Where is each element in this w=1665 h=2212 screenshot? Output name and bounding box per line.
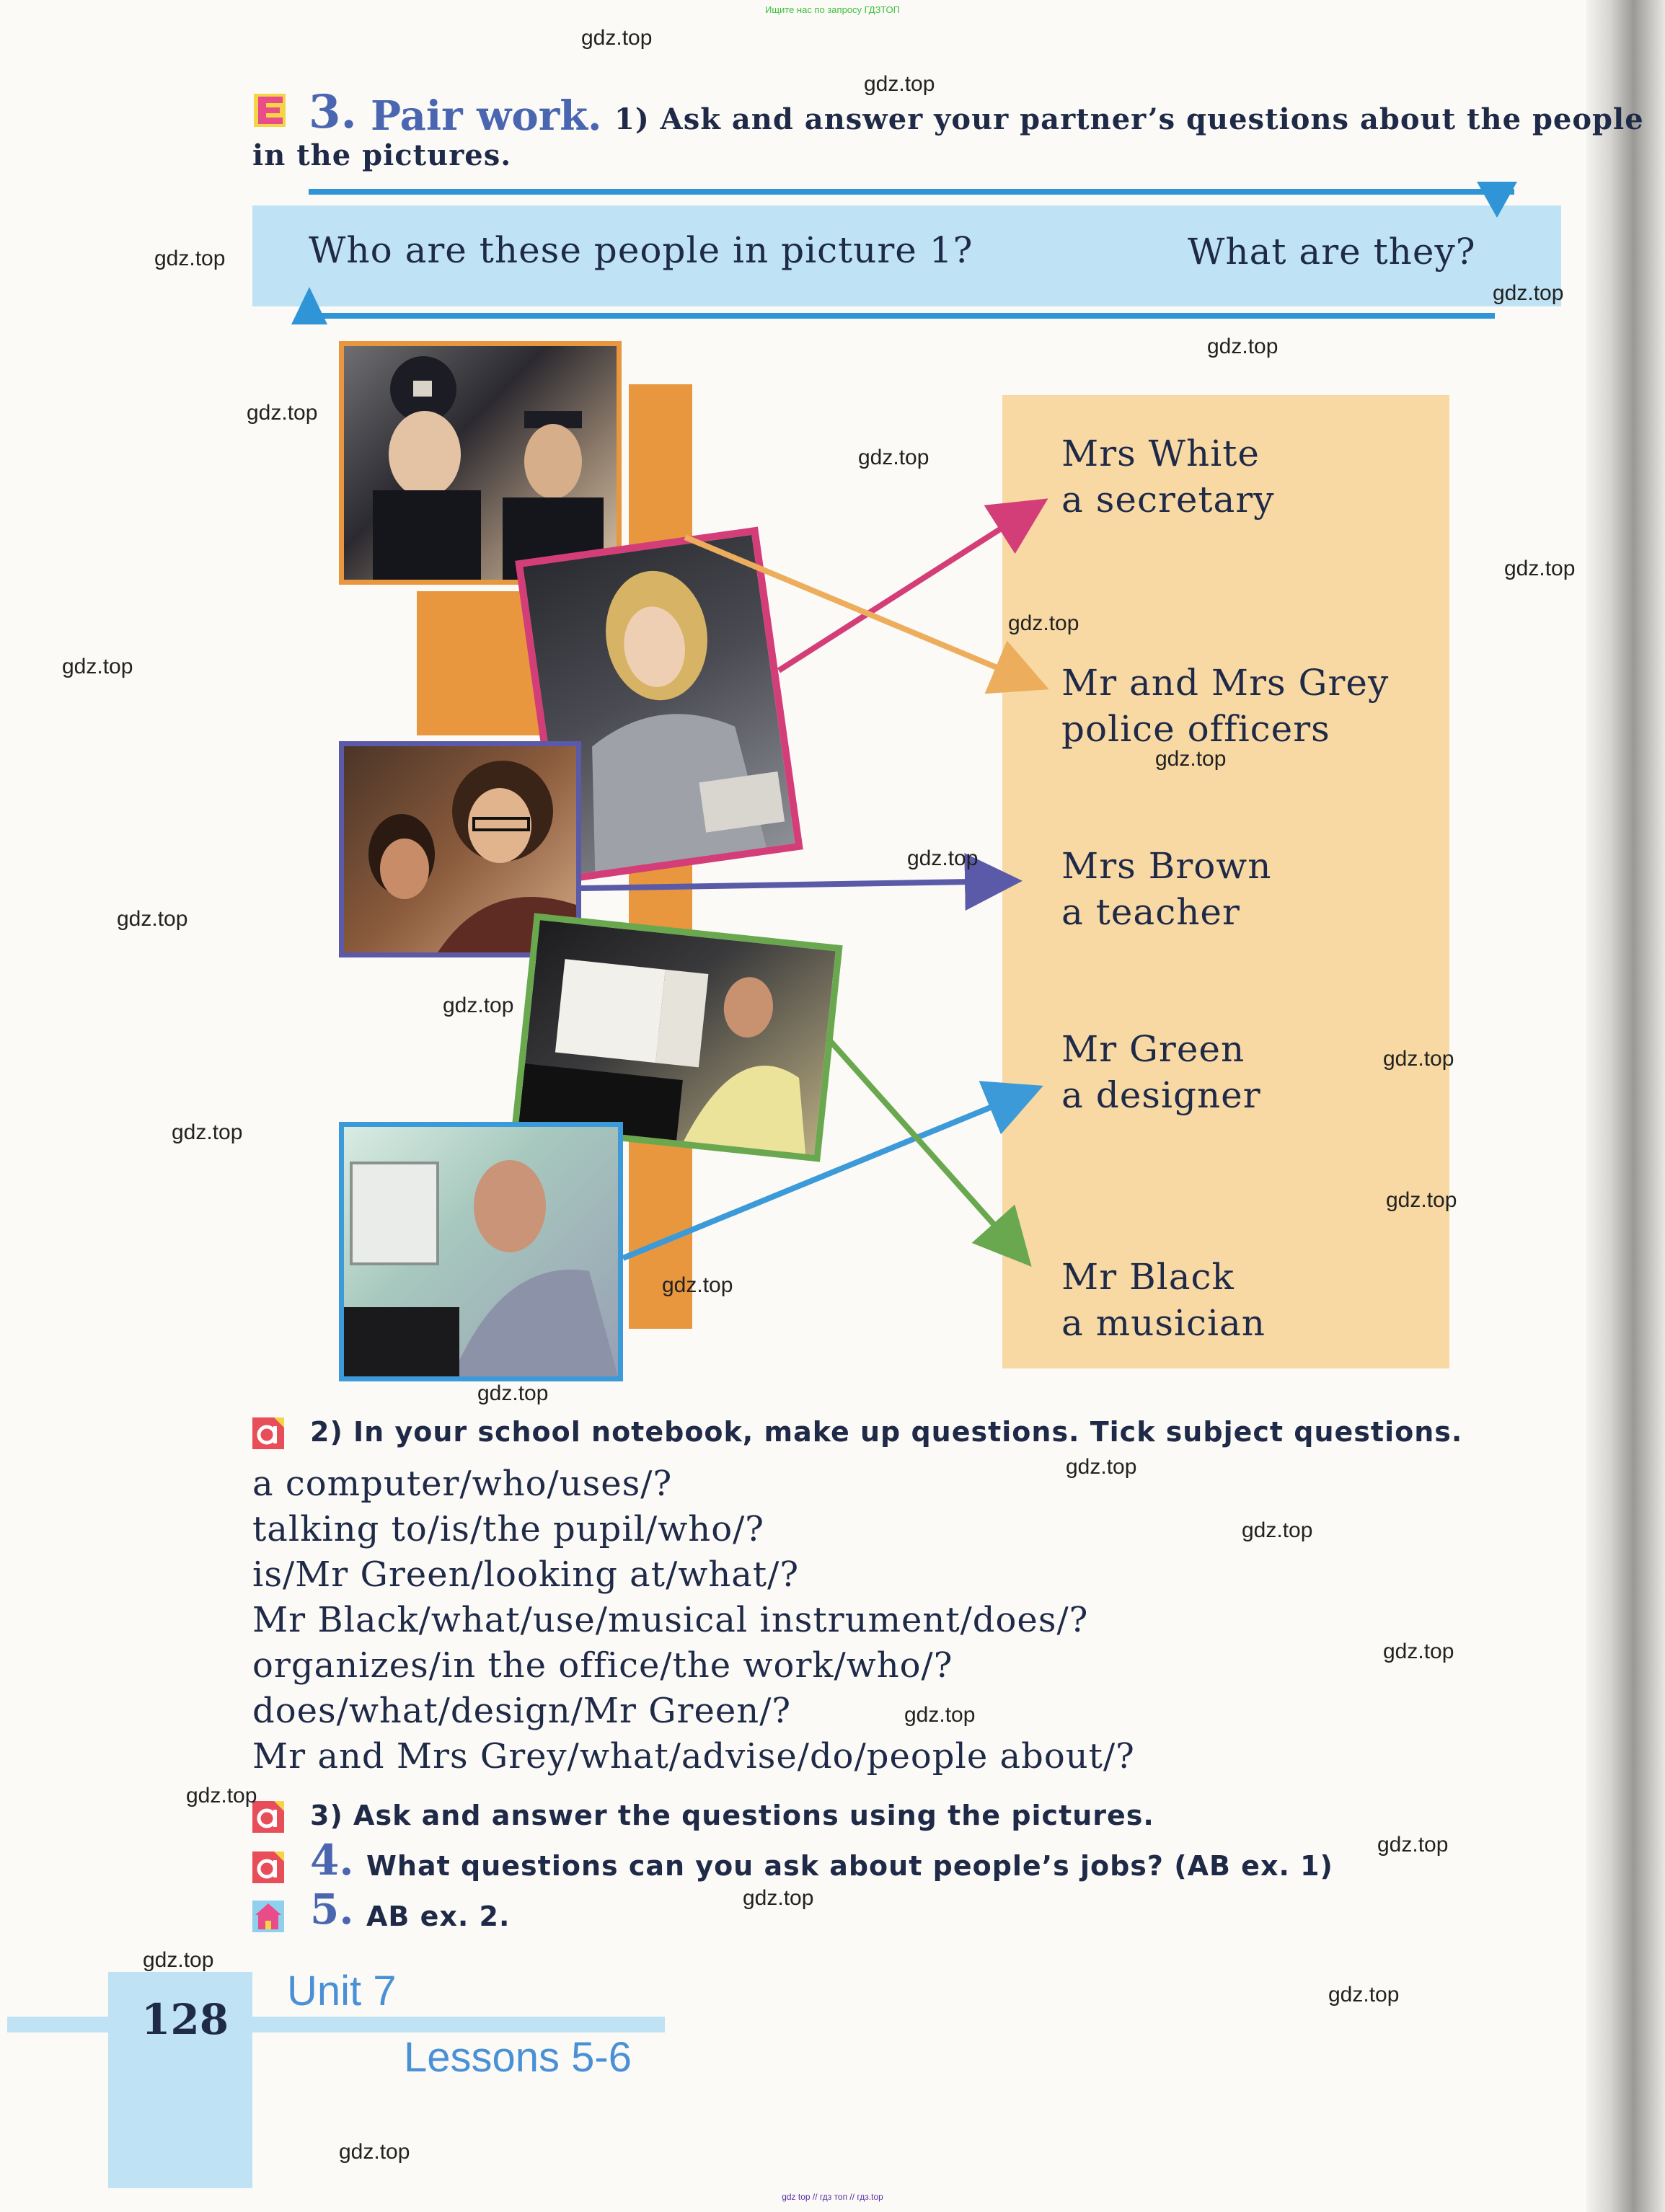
watermark: gdz.top [581, 26, 653, 50]
watermark: gdz.top [1493, 281, 1564, 305]
watermark: gdz.top [62, 655, 133, 678]
watermark: gdz.top [858, 446, 929, 469]
person-1-name: Mrs White [1061, 433, 1260, 474]
watermark: gdz.top [1155, 747, 1227, 771]
task-4-number: 4. [310, 1836, 354, 1885]
watermark: gdz.top [477, 1381, 549, 1405]
watermark: gdz.top [154, 247, 226, 270]
exercise-3-instruction: 1) Ask and answer your partner’s questions about the people [614, 102, 1644, 136]
task-5-number: 5. [310, 1885, 354, 1934]
exercise-3-number: 3. [309, 85, 357, 139]
arrow-teacher [581, 881, 1011, 888]
exercise-3-instruction-cont: in the pictures. [252, 138, 512, 172]
watermark: gdz.top [1207, 335, 1278, 358]
watermark: gdz.top [443, 994, 514, 1017]
task-5-text: AB ex. 2. [366, 1901, 511, 1932]
watermark: gdz.top [1066, 1455, 1137, 1479]
task-2-line-2: talking to/is/the pupil/who/? [252, 1509, 765, 1549]
person-4-name: Mr Green [1061, 1028, 1245, 1070]
watermark: gdz.top [1377, 1833, 1449, 1857]
person-5-name: Mr Black [1061, 1256, 1235, 1298]
watermark: gdz.top [172, 1120, 243, 1144]
watermark: gdz.top [1504, 557, 1576, 580]
watermark: gdz.top [907, 846, 979, 870]
watermark: gdz.top [1328, 1983, 1400, 2007]
task-2-line-5: organizes/in the office/the work/who/? [252, 1645, 953, 1686]
task-2-line-4: Mr Black/what/use/musical instrument/does/? [252, 1600, 1089, 1640]
unit-label: Unit 7 [287, 1968, 397, 2014]
person-2-job: police officers [1061, 708, 1330, 750]
home-icon [252, 1901, 284, 1932]
exercise-3-title: Pair work. [371, 92, 602, 140]
watermark: gdz.top [864, 72, 935, 96]
watermark: gdz.top [117, 907, 188, 931]
page-number: 128 [141, 1995, 229, 2044]
task-2-line-6: does/what/design/Mr Green/? [252, 1691, 792, 1731]
lessons-label: Lessons 5-6 [404, 2034, 632, 2081]
person-2-name: Mr and Mrs Grey [1061, 662, 1390, 704]
writing-icon [252, 1852, 284, 1883]
task-4-text: What questions can you ask about people’s jobs? (AB ex. 1) [366, 1850, 1333, 1882]
watermark: gdz.top [186, 1784, 257, 1808]
task-2-line-1: a computer/who/uses/? [252, 1464, 673, 1504]
watermark: gdz.top [1242, 1518, 1313, 1542]
watermark: gdz.top [1383, 1047, 1454, 1071]
arrow-police-officers [685, 537, 1038, 685]
task-3-text: 3) Ask and answer the questions using the pictures. [310, 1800, 1154, 1831]
watermark: gdz.top [247, 401, 318, 425]
writing-icon [252, 1801, 284, 1833]
task-2-line-3: is/Mr Green/looking at/what/? [252, 1554, 800, 1595]
watermark: gdz.top [743, 1886, 814, 1910]
question-1: Who are these people in picture 1? [309, 229, 973, 271]
arrow-secretary [779, 505, 1038, 671]
arrow-designer [623, 1090, 1033, 1258]
person-3-name: Mrs Brown [1061, 845, 1272, 887]
writing-icon [252, 1417, 284, 1449]
watermark: gdz.top [662, 1273, 733, 1297]
top-note: Ищите нас по запросу ГДЗТОП [764, 4, 900, 15]
watermark: gdz.top [339, 2140, 410, 2164]
person-5-job: a musician [1061, 1302, 1266, 1344]
watermark: gdz.top [1383, 1640, 1454, 1663]
person-1-job: a secretary [1061, 479, 1275, 521]
footer-band [7, 2017, 665, 2032]
person-4-job: a designer [1061, 1074, 1261, 1116]
watermark: gdz.top [1386, 1188, 1457, 1212]
watermark: gdz.top [904, 1703, 976, 1727]
task-2-heading: 2) In your school notebook, make up questions. Tick subject questions. [310, 1416, 1463, 1448]
person-3-job: a teacher [1061, 891, 1240, 933]
arrow-musician [828, 1038, 1024, 1258]
bottom-note: gdz top // гдз топ // гдз.top [782, 2192, 883, 2202]
watermark: gdz.top [1008, 611, 1079, 635]
task-2-line-7: Mr and Mrs Grey/what/advise/do/people about/? [252, 1736, 1135, 1777]
watermark: gdz.top [143, 1948, 214, 1972]
question-2: What are they? [1188, 231, 1476, 273]
